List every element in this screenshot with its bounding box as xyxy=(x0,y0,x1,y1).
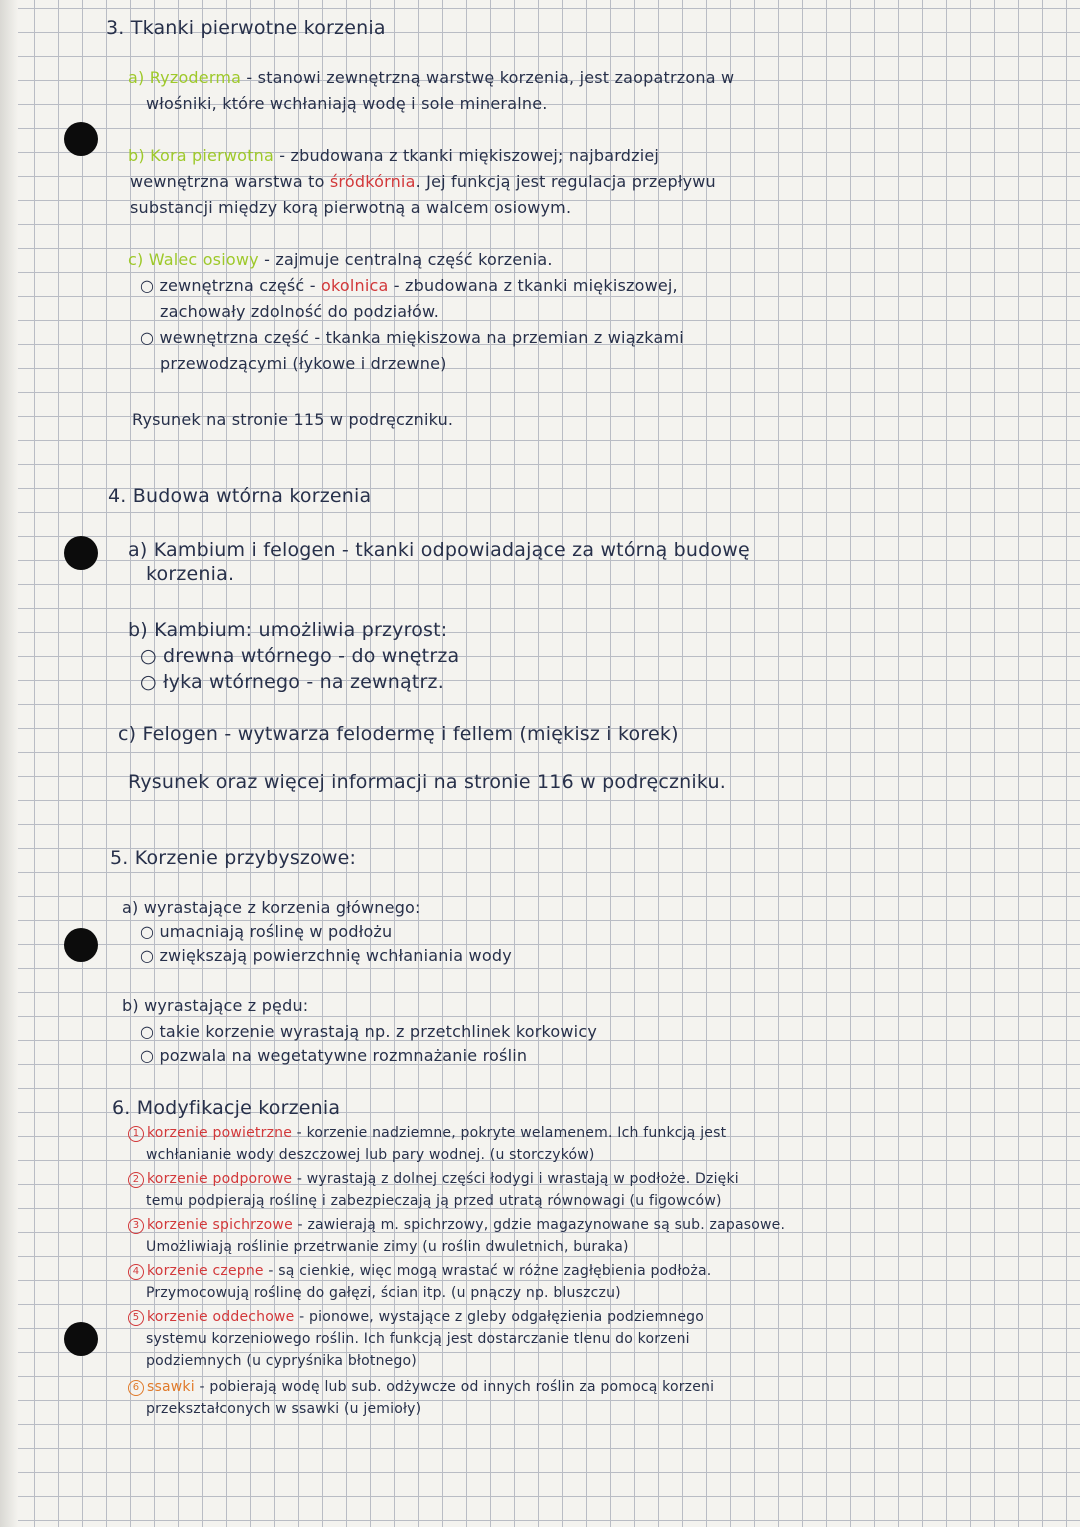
mod-5-line: 5 korzenie oddechowe - pionowe, wystające z gleby odgałęzienia podziemnego xyxy=(128,1308,704,1326)
ryzoderma-text-2: włośniki, które wchłaniają wodę i sole mineralne. xyxy=(146,94,548,113)
mod-5-number: 5 xyxy=(128,1310,144,1326)
binder-hole xyxy=(64,928,98,962)
section-6-title: 6. Modyfikacje korzenia xyxy=(112,1097,341,1119)
s4-a-line-2: korzenia. xyxy=(146,563,235,585)
mod-2-term: korzenie podporowe xyxy=(147,1171,293,1187)
mod-5-line-3: podziemnych (u cypryśnika błotnego) xyxy=(146,1353,417,1369)
s5-b-line: b) wyrastające z pędu: xyxy=(122,996,309,1015)
mod-2-line-2: temu podpierają roślinę i zabezpieczają ją przed utratą równowagi (u figowców) xyxy=(146,1193,722,1209)
walec-bullet-2-cont: przewodzącymi (łykowe i drzewne) xyxy=(160,354,447,373)
section-3-reference: Rysunek na stronie 115 w podręczniku. xyxy=(132,410,454,429)
mod-2-number: 2 xyxy=(128,1172,144,1188)
srodkornia-term: śródkórnia xyxy=(329,172,416,191)
walec-term: c) Walec osiowy xyxy=(128,250,259,269)
kora-term: b) Kora pierwotna xyxy=(128,146,274,165)
kora-text: - zbudowana z tkanki miękiszowej; najbardziej xyxy=(273,146,660,165)
okolnica-term: okolnica xyxy=(320,276,389,295)
s4-c-line: c) Felogen - wytwarza felodermę i fellem (miękisz i korek) xyxy=(118,723,679,745)
mod-4-number: 4 xyxy=(128,1264,144,1280)
s5-a-line: a) wyrastające z korzenia głównego: xyxy=(122,898,421,917)
mod-6-line-2: przekształconych w ssawki (u jemioły) xyxy=(146,1401,422,1417)
ryzoderma-text: - stanowi zewnętrzną warstwę korzenia, jest zaopatrzona w xyxy=(241,68,735,87)
s5-a-bullet-2: ○ zwiększają powierzchnię wchłaniania wody xyxy=(140,946,512,965)
walec-bullet-1: ○ zewnętrzna część - okolnica - zbudowana z tkanki miękiszowej, xyxy=(140,276,678,295)
mod-1-line-2: wchłanianie wody deszczowej lub pary wodnej. (u storczyków) xyxy=(146,1147,595,1163)
section-4-reference: Rysunek oraz więcej informacji na stronie 116 w podręczniku. xyxy=(128,771,726,793)
binder-hole xyxy=(64,1322,98,1356)
section-5-title: 5. Korzenie przybyszowe: xyxy=(110,847,357,869)
mod-3-line: 3 korzenie spichrzowe - zawierają m. spichrzowy, gdzie magazynowane są sub. zapasowe. xyxy=(128,1216,785,1234)
mod-4-line: 4 korzenie czepne - są cienkie, więc mogą wrastać w różne zagłębienia podłoża. xyxy=(128,1262,711,1280)
mod-1-number: 1 xyxy=(128,1126,144,1142)
section-4-title: 4. Budowa wtórna korzenia xyxy=(108,485,372,507)
mod-6-term: ssawki xyxy=(147,1379,195,1395)
kora-text-3: substancji między korą pierwotną a walcem osiowym. xyxy=(130,198,572,217)
mod-1-line: 1 korzenie powietrzne - korzenie nadziemne, pokryte welamenem. Ich funkcją jest xyxy=(128,1124,726,1142)
s4-a-line: a) Kambium i felogen - tkanki odpowiadające za wtórną budowę xyxy=(128,539,750,561)
binder-hole xyxy=(64,536,98,570)
mod-3-number: 3 xyxy=(128,1218,144,1234)
binder-hole xyxy=(64,122,98,156)
mod-1-term: korzenie powietrzne xyxy=(147,1125,293,1141)
walec-line xyxy=(128,250,553,270)
mod-5-term: korzenie oddechowe xyxy=(147,1309,295,1325)
mod-4-line-2: Przymocowują roślinę do gałęzi, ścian itp. (u pnączy np. bluszczu) xyxy=(146,1285,621,1301)
ryzoderma-term: a) Ryzoderma xyxy=(128,68,242,87)
s5-a-bullet-1: ○ umacniają roślinę w podłożu xyxy=(140,922,393,941)
s5-b-bullet-1: ○ takie korzenie wyrastają np. z przetchlinek korkowicy xyxy=(140,1022,597,1041)
mod-4-term: korzenie czepne xyxy=(147,1263,264,1279)
mod-6-line: 6 ssawki - pobierają wodę lub sub. odżywcze od innych roślin za pomocą korzeni xyxy=(128,1378,714,1396)
walec-text: - zajmuje centralną część korzenia. xyxy=(258,250,553,269)
s4-b-line: b) Kambium: umożliwia przyrost: xyxy=(128,619,448,641)
section-3-title: 3. Tkanki pierwotne korzenia xyxy=(106,17,386,39)
kora-line xyxy=(128,146,659,166)
walec-bullet-2: ○ wewnętrzna część - tkanka miękiszowa na przemian z wiązkami xyxy=(140,328,684,347)
s5-b-bullet-2: ○ pozwala na wegetatywne rozmnażanie roślin xyxy=(140,1046,528,1065)
mod-2-line: 2 korzenie podporowe - wyrastają z dolnej części łodygi i wrastają w podłoże. Dzięki xyxy=(128,1170,739,1188)
page-edge xyxy=(0,0,18,1527)
walec-bullet-1-cont: zachowały zdolność do podziałów. xyxy=(160,302,440,321)
kora-line-2: wewnętrzna warstwa to śródkórnia. Jej funkcją jest regulacja przepływu xyxy=(130,172,716,191)
mod-3-term: korzenie spichrzowe xyxy=(147,1217,293,1233)
s4-b-bullet-2: ○ łyka wtórnego - na zewnątrz. xyxy=(140,671,444,693)
mod-5-line-2: systemu korzeniowego roślin. Ich funkcją jest dostarczanie tlenu do korzeni xyxy=(146,1331,690,1347)
s4-b-bullet-1: ○ drewna wtórnego - do wnętrza xyxy=(140,645,460,667)
ryzoderma-line xyxy=(128,68,734,88)
mod-6-number: 6 xyxy=(128,1380,144,1396)
mod-3-line-2: Umożliwiają roślinie przetrwanie zimy (u roślin dwuletnich, buraka) xyxy=(146,1239,629,1255)
